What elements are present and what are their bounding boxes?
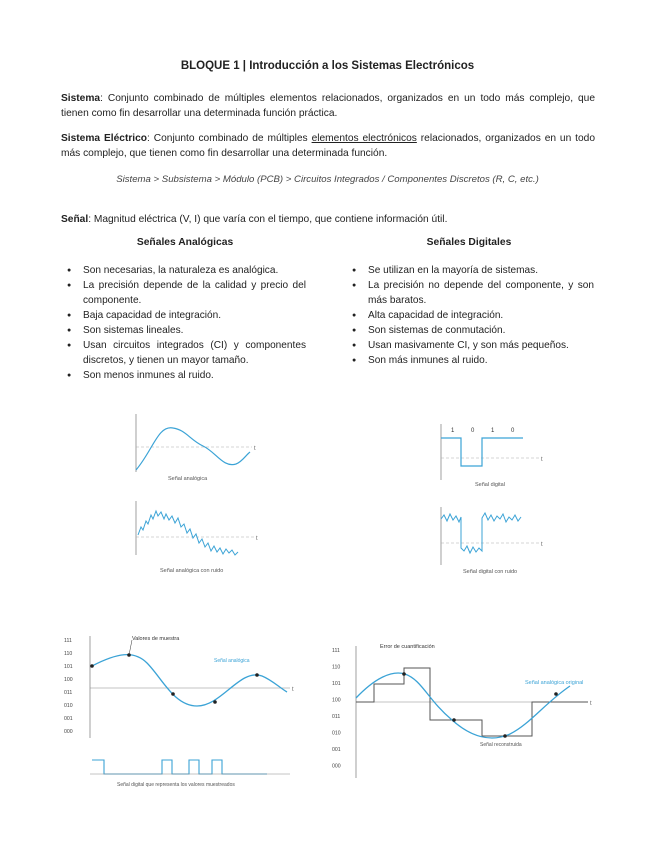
sistema-definition xyxy=(61,91,595,121)
electronic-elements-underlined: elementos electrónicos xyxy=(311,133,417,144)
samples-label: Valores de muestra xyxy=(132,636,180,642)
digital-list xyxy=(346,263,594,368)
digital-item: ● Son sistemas de conmutación. xyxy=(346,323,594,338)
level-label: 111 xyxy=(332,648,340,654)
digital-item: ● Usan masivamente CI, y son más pequeños. xyxy=(346,338,594,353)
analog-caption: Señal analógica xyxy=(168,476,208,482)
digital-axis-label: t xyxy=(541,457,543,463)
level-label: 010 xyxy=(64,703,73,709)
analog-noise-caption: Señal analógica con ruido xyxy=(160,568,224,574)
sample-point xyxy=(213,700,217,704)
analog-noise-figure xyxy=(128,497,268,577)
quant-sample-point xyxy=(503,734,507,738)
sistema-electrico-text-2: relacionados, organizados en un todo más complejo, que tienen como fin desarrollar una determinada función. xyxy=(61,133,596,159)
bit-label-2: 0 xyxy=(471,428,475,434)
sample-point xyxy=(171,692,175,696)
digital-item: ● Son más inmunes al ruido. xyxy=(346,353,594,368)
level-label: 110 xyxy=(64,651,73,657)
level-label: 100 xyxy=(64,677,73,683)
quant-axis-label: t xyxy=(590,701,592,707)
level-label: 011 xyxy=(332,714,341,720)
digital-square-wave xyxy=(441,438,523,466)
digital-item: ● Se utilizan en la mayoría de sistemas. xyxy=(346,263,594,278)
sistema-electrico-text-1: : Conjunto combinado de múltiples xyxy=(147,133,312,144)
pulse-caption: Señal digital que representa los valores muestreados xyxy=(117,782,235,788)
analog-curve xyxy=(136,428,250,470)
sistema-term: Sistema xyxy=(61,93,101,104)
quant-sample-point xyxy=(402,672,406,676)
digital-item: ● La precisión no depende del componente, y son más baratos. xyxy=(346,278,594,308)
bit-label-1: 1 xyxy=(451,428,455,434)
sampled-pulse-train xyxy=(92,760,267,774)
sampling-levels xyxy=(64,638,73,735)
analog-noise-axis-label: t xyxy=(256,536,258,542)
analog-axis-label: t xyxy=(254,446,256,452)
analog-heading: Señales Analógicas xyxy=(136,237,234,248)
digital-heading: Señales Digitales xyxy=(426,237,512,248)
system-hierarchy: Sistema > Subsistema > Módulo (PCB) > Circuitos Integrados / Componentes Discretos (R, C, etc.) xyxy=(116,174,539,185)
analog-item: ● Son sistemas lineales. xyxy=(61,323,306,338)
analog-list xyxy=(61,263,306,383)
digital-noise-curve xyxy=(441,513,521,553)
analog-item: ● La precisión depende de la calidad y precio del componente. xyxy=(61,278,306,308)
page-title: BLOQUE 1 | Introducción a los Sistemas Electrónicos xyxy=(180,60,475,72)
digital-noise-figure xyxy=(435,503,547,578)
bit-label-4: 0 xyxy=(511,428,515,434)
sistema-electrico-definition xyxy=(61,131,595,161)
level-label: 011 xyxy=(64,690,73,696)
sistema-electrico-term: Sistema Eléctrico xyxy=(61,133,148,144)
sistema-text: : Conjunto combinado de múltiples elementos relacionados, organizados en un todo más complejo, que tienen como fin desarrollar una determinada función práctica. xyxy=(61,93,595,119)
analog-item: ● Son necesarias, la naturaleza es analógica. xyxy=(61,263,306,278)
level-label: 010 xyxy=(332,730,341,737)
digital-item: ● Alta capacidad de integración. xyxy=(346,308,594,323)
level-label: 110 xyxy=(332,664,341,671)
digital-signal-figure xyxy=(435,420,545,490)
senal-text: : Magnitud eléctrica (V, I) que varía con el tiempo, que contiene información útil. xyxy=(88,214,448,225)
quant-curve-label: Señal analógica original xyxy=(525,680,584,686)
level-label: 001 xyxy=(64,716,73,722)
level-label: 101 xyxy=(64,664,73,670)
level-label: 100 xyxy=(332,697,341,704)
sampling-curve xyxy=(92,655,287,706)
sampling-axis-label: t xyxy=(292,687,294,693)
senal-term: Señal xyxy=(61,214,89,225)
analog-noise-curve xyxy=(138,511,238,555)
quant-caption: Señal reconstruida xyxy=(480,742,522,748)
digital-caption: Señal digital xyxy=(475,482,505,488)
sample-point xyxy=(90,664,94,668)
quantization-figure xyxy=(330,638,595,783)
analog-item: ● Son menos inmunes al ruido. xyxy=(61,368,306,383)
digital-noise-axis-label: t xyxy=(541,542,543,548)
quantization-levels xyxy=(332,648,341,770)
level-label: 101 xyxy=(332,681,341,687)
bit-label-3: 1 xyxy=(491,428,495,434)
quant-error-label: Error de cuantificación xyxy=(380,644,435,650)
sampling-figure xyxy=(62,628,302,793)
senal-definition xyxy=(61,212,595,227)
analog-signal-figure xyxy=(128,410,264,485)
level-label: 000 xyxy=(64,729,73,735)
level-label: 000 xyxy=(332,763,341,770)
analog-item: ● Baja capacidad de integración. xyxy=(61,308,306,323)
level-label: 001 xyxy=(332,747,341,753)
analog-signal-label: Señal analógica xyxy=(214,658,250,664)
quant-sample-point xyxy=(554,692,558,696)
analog-item: ● Usan circuitos integrados (CI) y componentes discretos, y tienen un mayor tamaño. xyxy=(61,338,306,368)
digital-noise-caption: Señal digital con ruido xyxy=(463,569,518,575)
sample-point xyxy=(255,673,259,677)
quant-sample-point xyxy=(452,718,456,722)
level-label: 111 xyxy=(64,638,72,644)
